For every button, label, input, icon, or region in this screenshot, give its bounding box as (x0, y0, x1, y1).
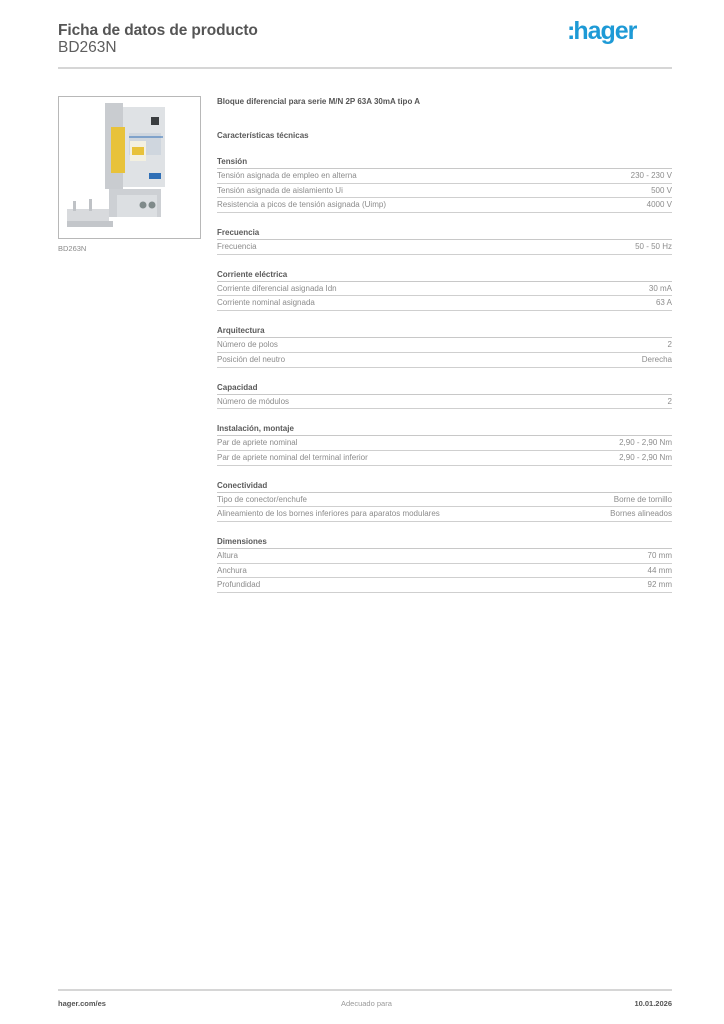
footer-suitable-for: Adecuado para (341, 999, 392, 1008)
spec-value: 50 - 50 Hz (635, 242, 672, 252)
section-title: Tensión (217, 156, 672, 169)
spec-row (217, 451, 672, 466)
spec-label: Número de módulos (217, 396, 290, 406)
spec-label: Tipo de conector/enchufe (217, 494, 307, 504)
section-title: Instalación, montaje (217, 423, 672, 436)
page-title: Ficha de datos de producto (58, 22, 258, 39)
spec-row (217, 507, 672, 522)
spec-row (217, 353, 672, 368)
spec-value: 2 (667, 340, 672, 350)
spec-value: 2 (667, 396, 672, 406)
spec-section (217, 423, 672, 465)
spec-label: Par de apriete nominal (217, 438, 298, 448)
spec-row (217, 282, 672, 297)
spec-row (217, 578, 672, 593)
section-title: Arquitectura (217, 325, 672, 338)
spec-label: Corriente diferencial asignada Idn (217, 283, 337, 293)
spec-label: Corriente nominal asignada (217, 298, 315, 308)
spec-label: Posición del neutro (217, 354, 286, 364)
product-image (58, 96, 201, 239)
footer-divider (58, 989, 672, 991)
spec-section (217, 382, 672, 410)
section-title: Dimensiones (217, 536, 672, 549)
spec-label: Número de polos (217, 340, 278, 350)
spec-title: Características técnicas (217, 131, 309, 140)
footer-website[interactable]: hager.com/es (58, 999, 106, 1008)
spec-row (217, 296, 672, 311)
image-caption: BD263N (58, 244, 87, 253)
spec-value: 2,90 - 2,90 Nm (619, 438, 672, 448)
spec-row (217, 564, 672, 579)
spec-content (217, 96, 672, 593)
spec-section (217, 227, 672, 255)
spec-row (217, 395, 672, 410)
spec-row (217, 198, 672, 213)
spec-label: Altura (217, 550, 238, 560)
spec-label: Tensión asignada de aislamiento Ui (217, 185, 343, 195)
spec-value: 92 mm (647, 580, 672, 590)
spec-section (217, 325, 672, 367)
spec-label: Profundidad (217, 580, 261, 590)
spec-label: Resistencia a picos de tensión asignada (Uimp) (217, 200, 386, 210)
spec-value: Bornes alineados (610, 509, 672, 519)
spec-value: 2,90 - 2,90 Nm (619, 452, 672, 462)
spec-section (217, 269, 672, 311)
product-code: BD263N (58, 39, 117, 56)
spec-value: 4000 V (646, 200, 672, 210)
spec-value: 70 mm (647, 550, 672, 560)
spec-row (217, 338, 672, 353)
spec-label: Frecuencia (217, 242, 257, 252)
spec-row (217, 549, 672, 564)
section-title: Frecuencia (217, 227, 672, 240)
spec-label: Anchura (217, 565, 247, 575)
spec-row (217, 184, 672, 199)
product-photo-icon (59, 97, 200, 238)
spec-value: 44 mm (647, 565, 672, 575)
spec-row (217, 436, 672, 451)
spec-section (217, 156, 672, 213)
spec-value: Borne de tornillo (613, 494, 672, 504)
spec-sections (217, 156, 672, 593)
section-title: Conectividad (217, 480, 672, 493)
spec-label: Tensión asignada de empleo en alterna (217, 171, 357, 180)
product-name: Bloque diferencial para serie M/N 2P 63A 30mA tipo A (217, 97, 421, 106)
spec-row (217, 493, 672, 508)
logo-prefix: : (567, 17, 574, 45)
spec-label: Par de apriete nominal del terminal inferior (217, 452, 368, 462)
spec-value: 63 A (655, 298, 672, 308)
spec-value: 30 mA (648, 283, 672, 293)
spec-label: Alineamiento de los bornes inferiores para aparatos modulares (217, 509, 440, 519)
section-title: Capacidad (217, 382, 672, 395)
spec-row (217, 169, 672, 184)
header-divider (58, 67, 672, 69)
hager-logo (567, 17, 636, 46)
section-title: Corriente eléctrica (217, 269, 672, 282)
spec-value: 500 V (651, 185, 672, 195)
spec-section (217, 480, 672, 522)
spec-value: 230 - 230 V (630, 171, 672, 180)
spec-section (217, 536, 672, 593)
footer-date: 10.01.2026 (634, 999, 672, 1008)
spec-value: Derecha (641, 354, 672, 364)
spec-row (217, 240, 672, 255)
logo-text: hager (573, 17, 637, 45)
